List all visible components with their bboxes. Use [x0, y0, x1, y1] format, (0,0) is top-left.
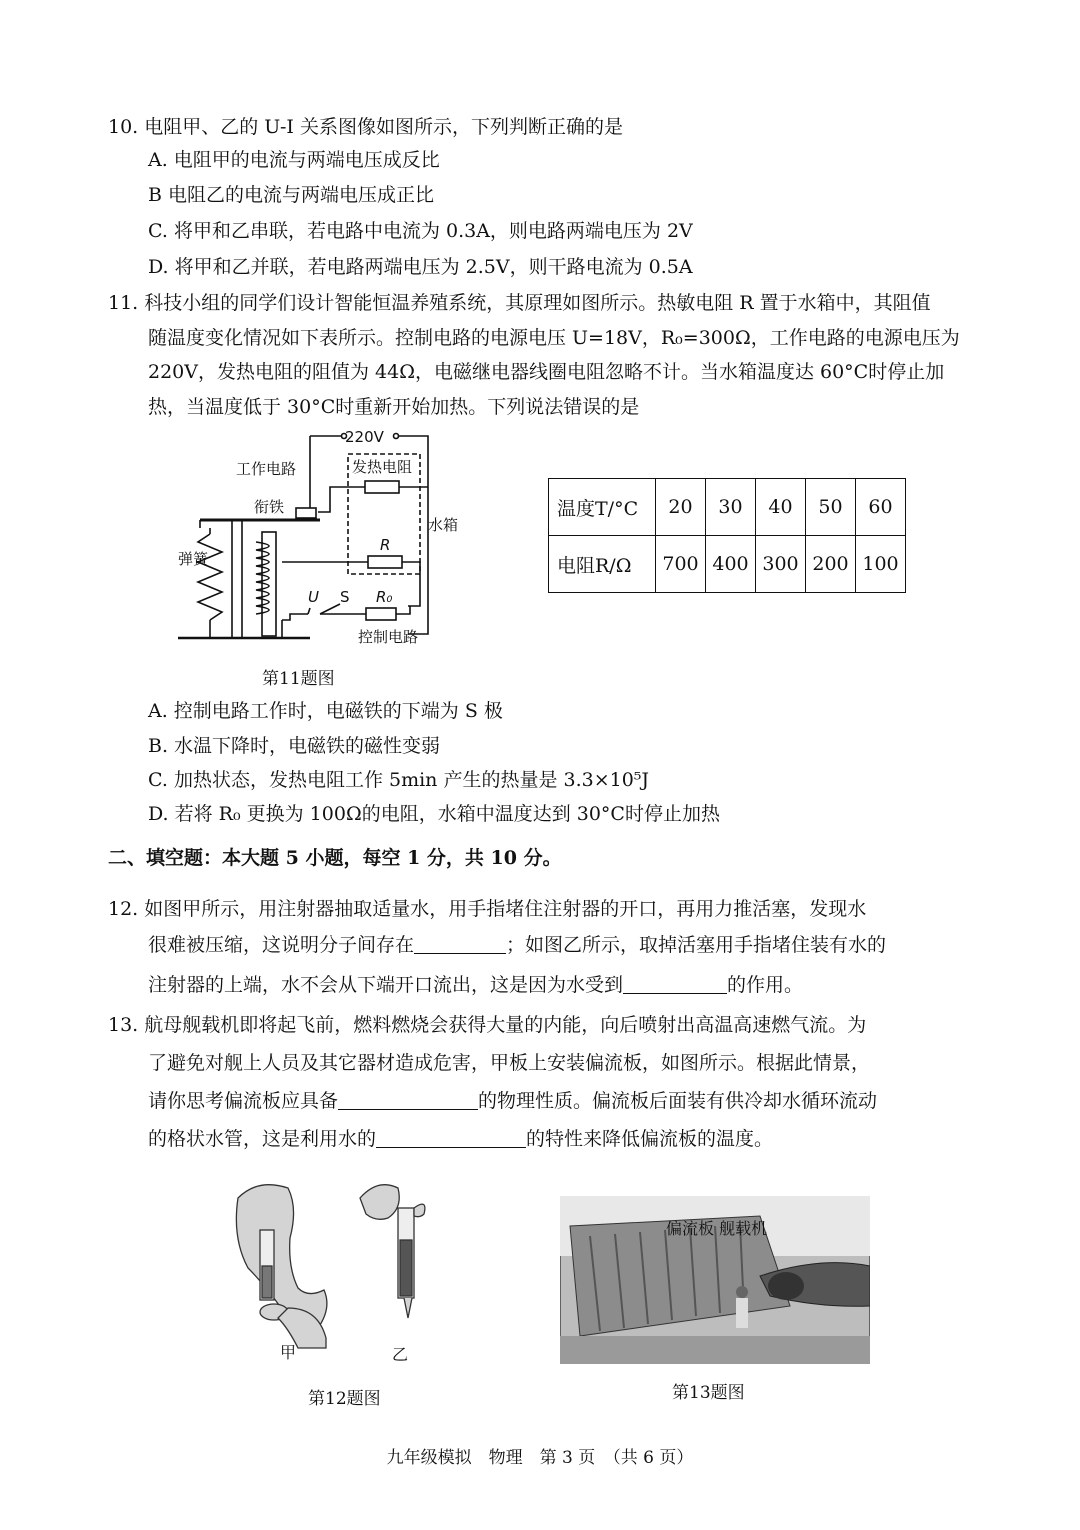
table-row [549, 536, 906, 593]
q12-label-jia: 甲 [280, 1343, 297, 1362]
diagram-u-label: U [308, 588, 319, 606]
table-row [549, 479, 906, 536]
table-cell: 700 [656, 536, 706, 593]
q12-line-1: 12. 如图甲所示，用注射器抽取适量水，用手指堵住注射器的开口，再用力推活塞，发现水 [108, 898, 867, 920]
q13-blank-1[interactable] [338, 1089, 478, 1110]
q13-line-1: 13. 航母舰载机即将起飞前，燃料燃烧会获得大量的内能，向后喷射出高温高速燃气流。为 [108, 1014, 867, 1036]
q13-deflector-photo [560, 1196, 870, 1364]
table-cell: 20 [656, 479, 706, 536]
q11-resistance-table [548, 478, 906, 593]
q10-option-b: B 电阻乙的电流与两端电压成正比 [148, 184, 435, 206]
q12-line-2 [148, 932, 886, 958]
q12-text: 很难被压缩，这说明分子间存在 [148, 934, 415, 956]
q12-figure-caption: 第12题图 [308, 1389, 381, 1409]
q13-line-4 [148, 1126, 773, 1152]
q12-text: 注射器的上端，水不会从下端开口流出，这是因为水受到 [148, 974, 624, 996]
table-cell: 60 [856, 479, 906, 536]
q13-line-2: 了避免对舰上人员及其它器材造成危害，甲板上安装偏流板，如图所示。根据此情景， [148, 1052, 871, 1074]
q13-photo-label: 偏流板 舰载机 [666, 1219, 768, 1238]
q12-blank-1[interactable] [414, 933, 506, 954]
q11-option-c: C. 加热状态，发热电阻工作 5min 产生的热量是 3.3×10⁵J [148, 769, 650, 791]
diagram-r-label: R [380, 536, 391, 554]
q11-figure-caption: 第11题图 [262, 669, 335, 689]
q10-option-d: D. 将甲和乙并联，若电路两端电压为 2.5V，则干路电流为 0.5A [148, 256, 693, 278]
q13-blank-2[interactable] [376, 1127, 526, 1148]
diagram-armature-label: 衔铁 [254, 498, 285, 516]
q13-text: 的物理性质。偏流板后面装有供冷却水循环流动 [478, 1090, 878, 1112]
table-cell: 40 [756, 479, 806, 536]
diagram-220v-label: 220V [345, 428, 384, 446]
diagram-spring-label: 弹簧 [178, 550, 209, 568]
diagram-s-label: S [340, 588, 350, 606]
q10-option-c: C. 将甲和乙串联，若电路中电流为 0.3A，则电路两端电压为 2V [148, 220, 693, 242]
section-2-heading: 二、填空题：本大题 5 小题，每空 1 分，共 10 分。 [108, 847, 562, 869]
table-cell: 200 [806, 536, 856, 593]
table-cell: 300 [756, 536, 806, 593]
diagram-tank-label: 水箱 [428, 516, 459, 534]
q11-option-d: D. 若将 R₀ 更换为 100Ω的电阻，水箱中温度达到 30°C时停止加热 [148, 803, 720, 825]
table-header-resistance: 电阻R/Ω [549, 536, 656, 593]
q12-label-yi: 乙 [392, 1345, 409, 1364]
q12-blank-2[interactable] [623, 973, 727, 994]
q11-option-a: A. 控制电路工作时，电磁铁的下端为 S 极 [148, 700, 503, 722]
diagram-r0-label: R₀ [376, 588, 393, 606]
table-cell: 400 [706, 536, 756, 593]
q13-text: 的特性来降低偏流板的温度。 [526, 1128, 774, 1150]
q12-syringe-figure [228, 1178, 448, 1368]
table-cell: 30 [706, 479, 756, 536]
q13-text: 的格状水管，这是利用水的 [148, 1128, 377, 1150]
diagram-work-circuit-label: 工作电路 [236, 460, 297, 478]
q11-line-2: 随温度变化情况如下表所示。控制电路的电源电压 U=18V，R₀=300Ω，工作电路的电源电压为 [148, 327, 960, 349]
q11-line-3: 220V，发热电阻的阻值为 44Ω，电磁继电器线圈电阻忽略不计。当水箱温度达 60°C时停止加 [148, 361, 945, 383]
q13-figure-caption: 第13题图 [672, 1383, 745, 1403]
page-footer: 九年级模拟 物理 第 3 页 （共 6 页） [386, 1448, 694, 1468]
q13-text: 请你思考偏流板应具备 [148, 1090, 339, 1112]
table-header-temp: 温度T/°C [549, 479, 656, 536]
q11-option-b: B. 水温下降时，电磁铁的磁性变弱 [148, 735, 441, 757]
q12-text: ；如图乙所示，取掉活塞用手指堵住装有水的 [506, 934, 887, 956]
q10-stem: 10. 电阻甲、乙的 U-I 关系图像如图所示，下列判断正确的是 [108, 116, 623, 138]
q12-text: 的作用。 [727, 974, 804, 996]
q13-line-3 [148, 1088, 877, 1114]
diagram-control-circuit-label: 控制电路 [358, 628, 419, 646]
diagram-heater-label: 发热电阻 [352, 458, 413, 476]
q10-option-a: A. 电阻甲的电流与两端电压成反比 [148, 149, 440, 171]
q11-line-4: 热，当温度低于 30°C时重新开始加热。下列说法错误的是 [148, 396, 640, 418]
table-cell: 50 [806, 479, 856, 536]
q11-circuit-diagram [170, 424, 490, 654]
table-cell: 100 [856, 536, 906, 593]
q12-line-3 [148, 972, 803, 998]
q11-line-1: 11. 科技小组的同学们设计智能恒温养殖系统，其原理如图所示。热敏电阻 R 置于水箱中，其阻值 [108, 292, 931, 314]
